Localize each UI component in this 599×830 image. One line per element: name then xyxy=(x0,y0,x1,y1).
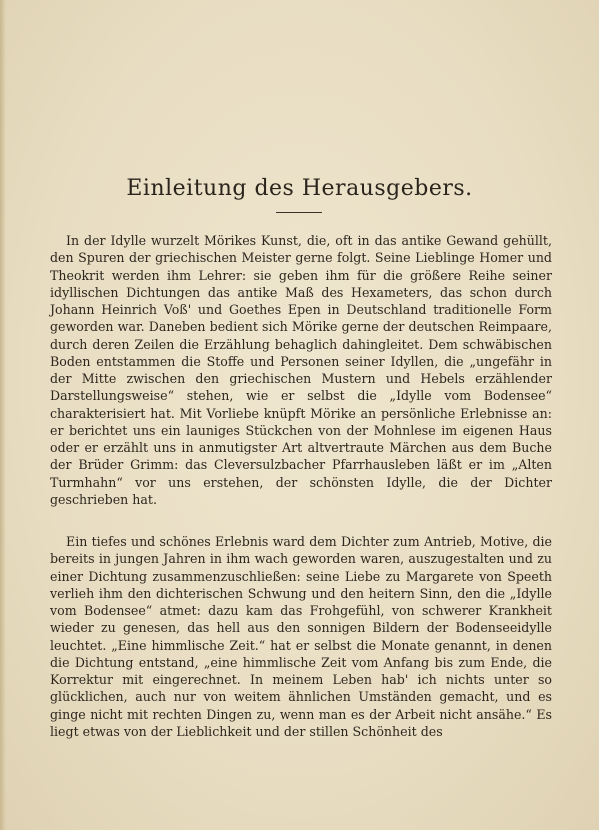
paragraph-2: Ein tiefes und schönes Erlebnis ward dem Dichter zum Antrieb, Motive, die bereits in jungen Jahren in ihm wach geworden waren, auszugestalten und zu einer Dichtung zusammenzuschließen: seine Liebe zu Margarete von Speeth verlieh ihm den dichterischen Schwung und den heitern Sinn, den die „Idylle vom Bodensee“ atmet: dazu kam das Frohgefühl, von schwerer Krankheit wieder zu genesen, das hell aus den sonnigen Bildern der Bodenseeidylle leuchtet. „Eine himmlische Zeit.“ hat er selbst die Monate genannt, in denen die Dichtung entstand, „eine himmlische Zeit vom Anfang bis zum Ende, die Korrektur mit eingerechnet. In meinem Leben hab' ich nichts unter so glücklichen, auch nur von weitem ähnlichen Umständen gemacht, und es ginge nicht mit rechten Dingen zu, wenn man es der Arbeit nicht ansähe.“ Es liegt etwas von der Lieblichkeit und der stillen Schönheit des xyxy=(50,534,552,739)
page-edge-shadow xyxy=(0,0,6,830)
title-underline-rule xyxy=(276,212,322,213)
paragraph-1: In der Idylle wurzelt Mörikes Kunst, die, oft in das antike Gewand gehüllt, den Spuren der griechischen Meister gerne folgt. Seine Lieblinge Homer und Theokrit werden ihm Lehrer: sie geben ihm für die größere Reihe seiner idyllischen Dichtungen das antike Maß des Hexameters, das schon durch Johann Heinrich Voß' und Goethes Epen in Deutschland traditionelle Form geworden war. Daneben bedient sich Mörike gerne der deutschen Reimpaare, durch deren Zeilen die Erzählung behaglich dahingleitet. Dem schwäbischen Boden entstammen die Stoffe und Personen seiner Idyllen, die „ungefähr in der Mitte zwischen den griechischen Mustern und Hebels erzählender Darstellungsweise“ stehen, wie er selbst die „Idylle vom Bodensee“ charakterisiert hat. Mit Vorliebe knüpft Mörike an persönliche Erlebnisse an: er berichtet uns ein launiges Stückchen von der Mohnlese im eigenen Haus oder er erzählt uns in anmutigster Art altvertraute Märchen aus dem Buche der Brüder Grimm: das Cleversulzbacher Pfarrhausleben läßt er im „Alten Turmhahn“ vor uns erstehen, der schönsten Idylle, die der Dichter geschrieben hat. xyxy=(50,233,552,507)
chapter-title: Einleitung des Herausgebers. xyxy=(126,176,473,201)
